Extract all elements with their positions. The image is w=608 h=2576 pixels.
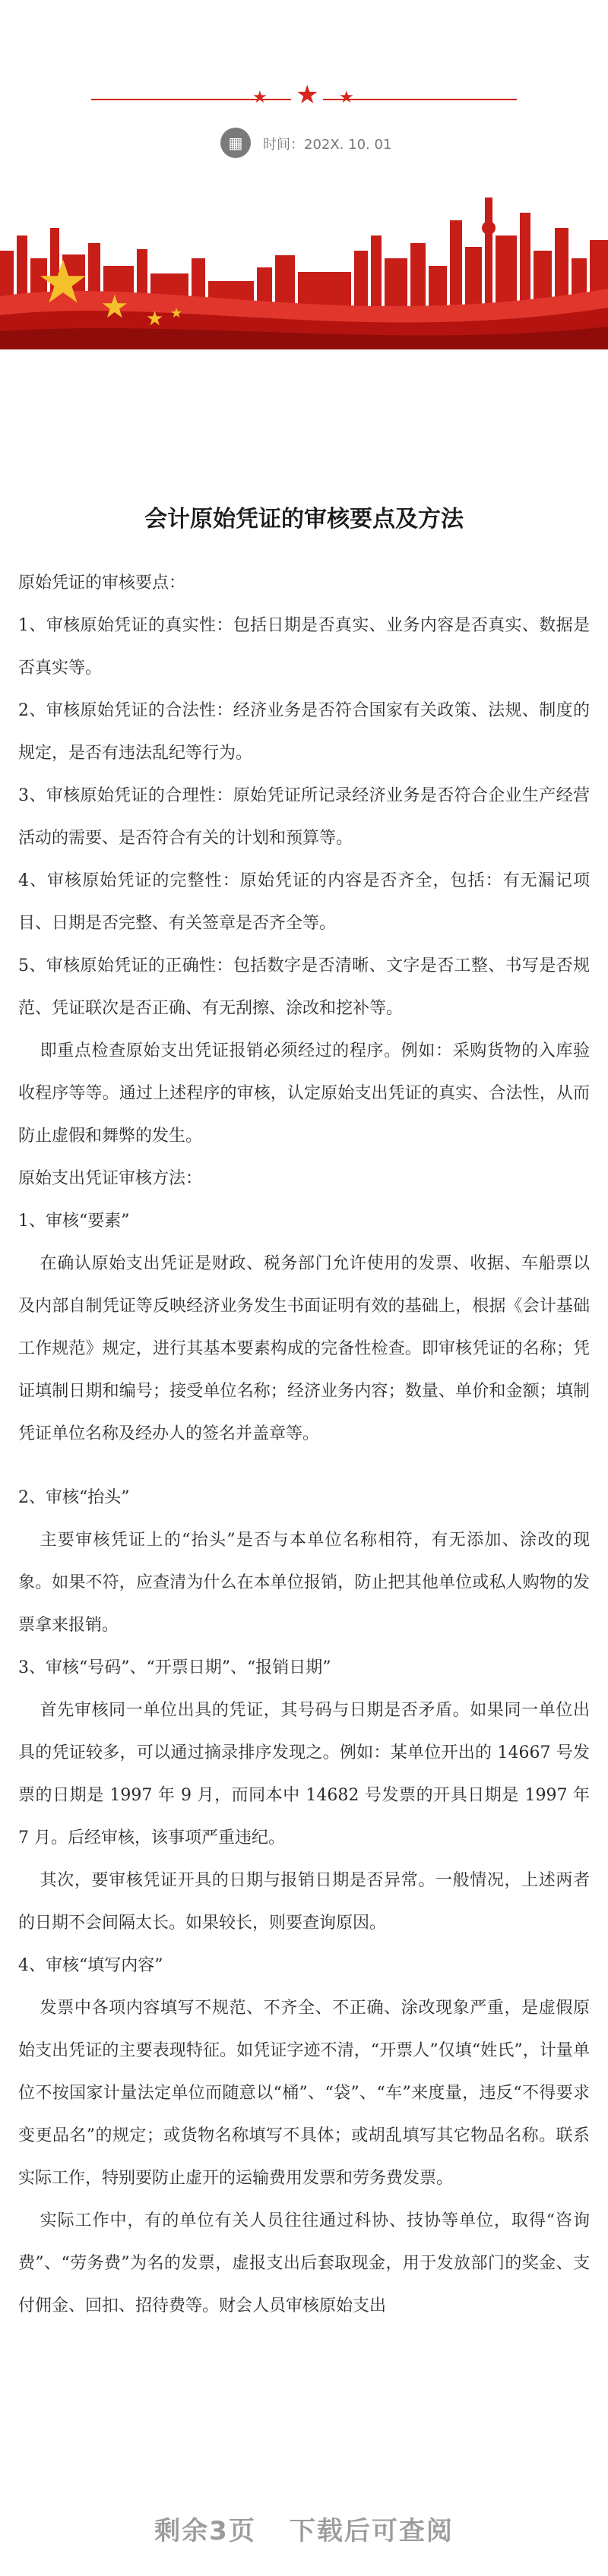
paragraph: 4、审核原始凭证的完整性：原始凭证的内容是否齐全，包括：有无漏记项目、日期是否完整、有关签章是否齐全等。: [18, 871, 590, 933]
download-prompt[interactable]: [0, 2510, 608, 2547]
paragraph: 主要审核凭证上的“抬头”是否与本单位名称相符，有无添加、涂改的现象。如果不符，应查清为什么在本单位报销，防止把其他单位或私人购物的发票拿来报销。: [18, 1531, 590, 1635]
section-heading: 3、审核“号码”、“开票日期”、“报销日期”: [18, 1658, 331, 1677]
svg-text:★: ★: [36, 248, 90, 317]
article-body: [18, 562, 590, 2328]
svg-text:★: ★: [146, 308, 164, 330]
calendar-icon: ▦: [220, 128, 251, 158]
paragraph: 实际工作中，有的单位有关人员往往通过科协、技协等单位，取得“咨询费”、“劳务费”为名的发票，虚报支出后套取现金，用于发放部门的奖金、支付佣金、回扣、招待费等。财会人员审核原始支出: [18, 2211, 590, 2315]
download-footer[interactable]: [0, 2492, 608, 2576]
star-icon: ★: [252, 88, 268, 107]
section-heading: 原始支出凭证审核方法：: [18, 1169, 203, 1188]
section-heading: 2、审核“抬头”: [18, 1488, 130, 1507]
paragraph: 5、审核原始凭证的正确性：包括数字是否清晰、文字是否工整、书写是否规范、凭证联次是否正确、有无刮擦、涂改和挖补等。: [18, 956, 590, 1018]
article-title: 会计原始凭证的审核要点及方法: [144, 506, 464, 533]
paragraph: 3、审核原始凭证的合理性：原始凭证所记录经济业务是否符合企业生产经营活动的需要、是否符合有关的计划和预算等。: [18, 786, 590, 848]
paragraph: 1、审核原始凭证的真实性：包括日期是否真实、业务内容是否真实、数据是否真实等。: [18, 616, 590, 678]
date-label: 时间：202X. 10. 01: [263, 137, 392, 153]
download-label: 下载后可查阅: [289, 2516, 454, 2546]
paragraph: 其次，要审核凭证开具的日期与报销日期是否异常。一般情况，上述两者的日期不会间隔太长。如果较长，则要查询原因。: [18, 1871, 590, 1933]
content-fade: [0, 2378, 608, 2492]
section-heading: 4、审核“填写内容”: [18, 1956, 163, 1975]
paragraph: 发票中各项内容填写不规范、不齐全、不正确、涂改现象严重，是虚假原始支出凭证的主要表现特征。如凭证字迹不清，“开票人”仅填“姓氏”，计量单位不按国家计量法定单位而随意以“桶”、“袋”、“车”来度量，违反“不得要求变更品名”的规定；或货物名称填写不具体；或胡乱填写其它物品名称。联系实际工作，特别要防止虚开的运输费用发票和劳务费发票。: [18, 1999, 590, 2188]
city-banner: [0, 182, 608, 349]
paragraph: 首先审核同一单位出具的凭证，其号码与日期是否矛盾。如果同一单位出具的凭证较多，可以通过摘录排序发现之。例如：某单位开出的 14667 号发票的日期是 1997 年 9 月，而同本中 14682 号发票的开具日期是 1997 年 7 月。后经审核，该事项严重违纪。: [18, 1701, 590, 1847]
paragraph: 2、审核原始凭证的合法性：经济业务是否符合国家有关政策、法规、制度的规定，是否有违法乱纪等行为。: [18, 701, 590, 763]
section-heading: 1、审核“要素”: [18, 1212, 130, 1231]
paragraph: 在确认原始支出凭证是财政、税务部门允许使用的发票、收据、车船票以及内部自制凭证等反映经济业务发生书面证明有效的基础上，根据《会计基础工作规范》规定，进行其基本要素构成的完备性检查。即审核凭证的名称；凭证填制日期和编号；接受单位名称；经济业务内容；数量、单价和金额；填制凭证单位名称及经办人的签名并盖章等。: [18, 1254, 590, 1443]
date-row: [0, 128, 608, 158]
star-icon: ★: [339, 88, 354, 107]
remaining-pages-label: 剩余3页: [154, 2516, 256, 2546]
header: [0, 0, 608, 357]
svg-text:★: ★: [100, 288, 129, 325]
paragraph: 原始凭证的审核要点：: [18, 574, 186, 593]
star-icon: ★: [291, 82, 323, 108]
svg-text:★: ★: [170, 305, 183, 321]
paragraph: 即重点检查原始支出凭证报销必须经过的程序。例如：采购货物的入库验收程序等等。通过上述程序的审核，认定原始支出凭证的真实、合法性，从而防止虚假和舞弊的发生。: [18, 1041, 590, 1146]
